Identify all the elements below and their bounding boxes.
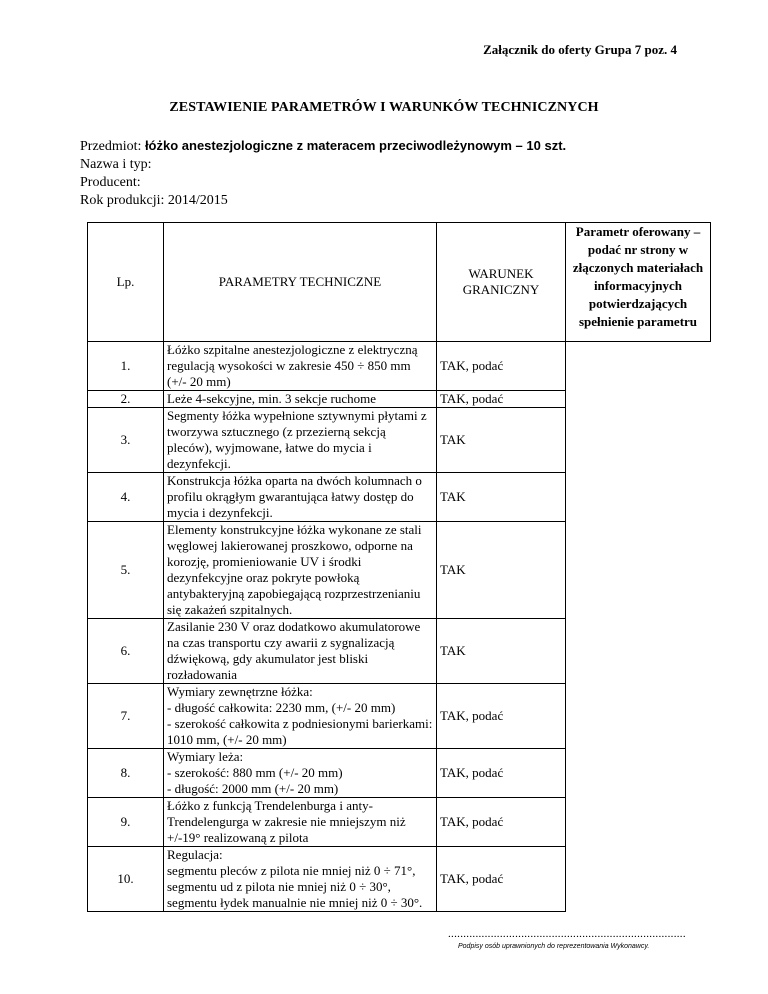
table-row [88,522,711,619]
parameters-table [87,222,711,912]
row-condition: TAK [437,522,566,619]
row-offered[interactable] [566,619,711,684]
row-condition: TAK [437,619,566,684]
row-lp: 5. [88,522,164,619]
row-param: Regulacja: segmentu pleców z pilota nie mniej niż 0 ÷ 71°, segmentu ud z pilota nie mniej niż 0 ÷ 30°, segmentu łydek manualnie nie mniej niż 0 ÷ 30°. [164,847,437,912]
row-offered[interactable] [566,473,711,522]
row-lp: 7. [88,684,164,749]
subject-line [80,137,566,156]
header-params: PARAMETRY TECHNICZNE [164,223,437,342]
row-lp: 10. [88,847,164,912]
row-param: Wymiary leża: - szerokość: 880 mm (+/- 20 mm) - długość: 2000 mm (+/- 20 mm) [164,749,437,798]
row-offered[interactable] [566,391,711,408]
subject-value: łóżko anestezjologiczne z materacem przeciwodleżynowym – 10 szt. [144,138,567,153]
table-row [88,342,711,391]
row-lp: 9. [88,798,164,847]
row-param: Konstrukcja łóżka oparta na dwóch kolumnach o profilu okrągłym gwarantująca łatwy dostęp do mycia i dezynfekcji. [164,473,437,522]
row-offered[interactable] [566,684,711,749]
annex-label: Załącznik do oferty Grupa 7 poz. 4 [483,42,677,57]
row-offered[interactable] [566,749,711,798]
row-offered[interactable] [566,408,711,473]
row-lp: 2. [88,391,164,408]
row-param: Łóżko z funkcją Trendelenburga i anty-Trendelengurga w zakresie nie mniejszym niż +/-19° realizowaną z pilota [164,798,437,847]
row-offered[interactable] [566,522,711,619]
row-param: Leże 4-sekcyjne, min. 3 sekcje ruchome [164,391,437,408]
table-row [88,473,711,522]
row-condition: TAK, podać [437,798,566,847]
table-header-row [88,223,711,342]
row-offered[interactable] [566,798,711,847]
name-type-line: Nazwa i typ: [80,157,152,172]
row-condition: TAK, podać [437,847,566,912]
row-offered[interactable] [566,847,711,912]
row-lp: 1. [88,342,164,391]
row-param: Wymiary zewnętrzne łóżka: - długość całkowita: 2230 mm, (+/- 20 mm) - szerokość całkowita z podniesionymi barierkami: 1010 mm, (+/- 20 mm) [164,684,437,749]
row-lp: 3. [88,408,164,473]
subject-info [80,137,566,210]
page-title: ZESTAWIENIE PARAMETRÓW I WARUNKÓW TECHNICZNYCH [169,100,599,115]
header-offered: Parametr oferowany – podać nr strony w złączonych materiałach informacyjnych potwierdzających spełnienie parametru [566,223,711,342]
header-condition: WARUNEK GRANICZNY [437,223,566,342]
row-param: Zasilanie 230 V oraz dodatkowo akumulatorowe na czas transportu czy awarii z sygnalizacją dźwiękową, gdy akumulator jest bliski rozładowania [164,619,437,684]
table-row [88,684,711,749]
row-offered[interactable] [566,342,711,391]
table-row [88,408,711,473]
table-row [88,847,711,912]
row-lp: 6. [88,619,164,684]
row-lp: 8. [88,749,164,798]
table-row [88,619,711,684]
producer-line: Producent: [80,175,141,190]
row-condition: TAK [437,473,566,522]
row-condition: TAK, podać [437,749,566,798]
table-row [88,798,711,847]
row-condition: TAK [437,408,566,473]
header-lp: Lp. [88,223,164,342]
year-line: Rok produkcji: 2014/2015 [80,193,228,208]
row-param: Łóżko szpitalne anestezjologiczne z elektryczną regulacją wysokości w zakresie 450 ÷ 850 mm (+/- 20 mm) [164,342,437,391]
row-lp: 4. [88,473,164,522]
subject-label: Przedmiot: [80,139,142,154]
row-param: Segmenty łóżka wypełnione sztywnymi płytami z tworzywa sztucznego (z przezierną sekcją pleców), wyjmowane, łatwe do mycia i dezynfekcji. [164,408,437,473]
signature-line: .............................................................................. [448,928,686,940]
row-condition: TAK, podać [437,684,566,749]
table-row [88,749,711,798]
signature-caption: Podpisy osób uprawnionych do reprezentowania Wykonawcy. [458,943,650,950]
table-row [88,391,711,408]
row-condition: TAK, podać [437,391,566,408]
row-condition: TAK, podać [437,342,566,391]
row-param: Elementy konstrukcyjne łóżka wykonane ze stali węglowej lakierowanej proszkowo, odporne na korozję, promieniowanie UV i środki dezynfekcyjne oraz pokryte powłoką antybakteryjną zapobiegającą rozprzestrzenianiu się zakażeń szpitalnych. [164,522,437,619]
